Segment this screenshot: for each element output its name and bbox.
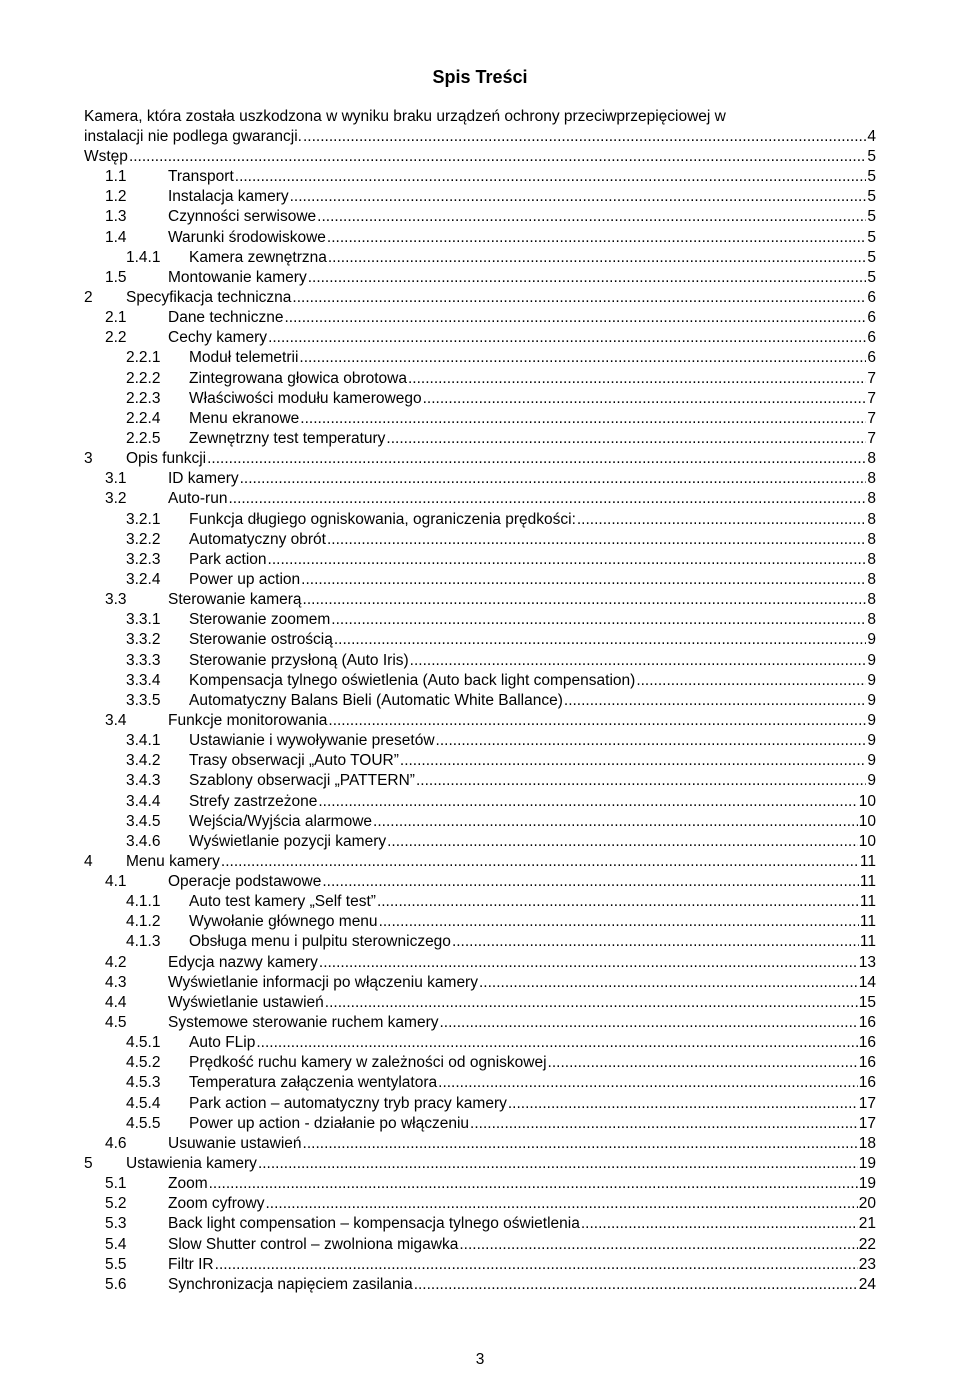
toc-entry[interactable] (84, 1033, 876, 1053)
toc-entry-number: 1.5 (105, 268, 127, 286)
dot-leader (290, 187, 867, 207)
toc-entry-label: Wywołanie głównego menu (189, 913, 378, 931)
toc-entry-number: 3.3.4 (126, 671, 161, 689)
toc-entry-number: 4.1.3 (126, 933, 161, 951)
toc-entry-number: 4.5.2 (126, 1054, 161, 1072)
toc-entry-label: Edycja nazwy kamery (168, 953, 318, 971)
dot-leader (452, 932, 859, 952)
toc-page-number: 7 (867, 429, 876, 447)
dot-leader (299, 348, 866, 368)
toc-page-number: 5 (867, 228, 876, 246)
toc-entry[interactable] (84, 1154, 876, 1174)
toc-entry-number: 1.1 (105, 168, 127, 186)
toc-page-number: 8 (867, 530, 876, 548)
toc-entry-number: 3 (84, 450, 93, 468)
toc-page-number: 18 (858, 1134, 876, 1152)
dot-leader (408, 369, 866, 389)
toc-entry-number: 3.4 (105, 711, 127, 729)
toc-entry-label: Obsługa menu i pulpitu sterowniczego (189, 933, 451, 951)
dot-leader (317, 207, 866, 227)
dot-leader (479, 973, 858, 993)
dot-leader (379, 912, 859, 932)
toc-entry-number: 3.3.3 (126, 651, 161, 669)
toc-entry[interactable] (84, 610, 876, 630)
toc-entry[interactable] (84, 369, 876, 389)
toc-page-number: 16 (858, 1054, 876, 1072)
dot-leader (318, 792, 857, 812)
dot-leader (228, 489, 866, 509)
toc-page-number: 23 (858, 1255, 876, 1273)
dot-leader (284, 308, 866, 328)
toc-entry-number: 2.2.5 (126, 429, 161, 447)
dot-leader (292, 288, 866, 308)
toc-entry-number: 4.5 (105, 1014, 127, 1032)
toc-entry-label: Operacje podstawowe (168, 873, 322, 891)
toc-entry[interactable] (84, 771, 876, 791)
page-number: 3 (475, 1351, 485, 1368)
toc-page-number: 6 (867, 288, 876, 306)
dot-leader (327, 530, 866, 550)
toc-entry-label: Dane techniczne (168, 309, 284, 327)
toc-entry-label: ID kamery (168, 470, 239, 488)
toc-entry[interactable] (84, 268, 876, 288)
dot-leader (235, 167, 867, 187)
toc-entry[interactable] (84, 1174, 876, 1194)
dot-leader (256, 1033, 857, 1053)
toc-entry[interactable] (84, 691, 876, 711)
toc-entry-number: 3.2.3 (126, 550, 161, 568)
toc-entry-label: Power up action - działanie po włączeniu (189, 1114, 470, 1132)
toc-entry-number: 3.1 (105, 470, 127, 488)
toc-entry[interactable] (84, 993, 876, 1013)
toc-entry[interactable] (84, 1013, 876, 1033)
toc-entry-number: 5.3 (105, 1215, 127, 1233)
toc-entry-number: 4.1.2 (126, 913, 161, 931)
toc-entry-label: Szablony obserwacji „PATTERN” (189, 772, 415, 790)
toc-entry[interactable] (84, 1114, 876, 1134)
toc-entry-label: Ustawienia kamery (126, 1155, 257, 1173)
toc-page-number: 11 (859, 933, 876, 951)
toc-entry-number: 3.4.5 (126, 812, 161, 830)
toc-entry-number: 3.2.1 (126, 510, 161, 528)
toc-entry-label: Specyfikacja techniczna (126, 288, 292, 306)
toc-entry-number: 2.1 (105, 309, 127, 327)
toc-entry[interactable] (84, 671, 876, 691)
toc-entry-label: Zoom cyfrowy (168, 1195, 265, 1213)
toc-entry-number: 4.5.5 (126, 1114, 161, 1132)
toc-page-number: 6 (867, 349, 876, 367)
toc-page-number: 6 (867, 309, 876, 327)
toc-entry-label: Back light compensation – kompensacja tylnego oświetlenia (168, 1215, 580, 1233)
dot-leader (258, 1154, 858, 1174)
dot-leader (331, 610, 866, 630)
toc-entry[interactable] (84, 872, 876, 892)
toc-page-number: 19 (858, 1155, 876, 1173)
toc-entry-label: Prędkość ruchu kamery w zależności od ogniskowej (189, 1054, 547, 1072)
toc-entry-label: Systemowe sterowanie ruchem kamery (168, 1014, 439, 1032)
toc-page-number: 9 (867, 772, 876, 790)
toc-entry-number: 3.3.1 (126, 611, 161, 629)
dot-leader (377, 892, 859, 912)
toc-entry-number: 4.1.1 (126, 893, 161, 911)
toc-page-number: 5 (867, 148, 876, 165)
toc-entry[interactable] (84, 1275, 876, 1295)
toc-page-number: 13 (858, 953, 876, 971)
toc-entry[interactable] (84, 228, 876, 248)
toc-entry-number: 5.2 (105, 1195, 127, 1213)
toc-entry[interactable] (84, 892, 876, 912)
toc-entry-label: Czynności serwisowe (168, 208, 317, 226)
dot-leader (268, 328, 866, 348)
toc-page-number: 17 (858, 1094, 876, 1112)
toc-entry-number: 4.5.3 (126, 1074, 161, 1092)
toc-entry-label: Wejścia/Wyjścia alarmowe (189, 812, 373, 830)
toc-entry[interactable] (84, 328, 876, 348)
toc-entry[interactable] (84, 731, 876, 751)
dot-leader (265, 1194, 857, 1214)
toc-entry[interactable] (84, 248, 876, 268)
toc-entry-label: Filtr IR (168, 1255, 214, 1273)
toc-entry-number: 3.4.4 (126, 792, 161, 810)
toc-entry-label: Sterowanie kamerą (168, 591, 302, 609)
dot-leader (300, 409, 866, 429)
toc-entry-number: 2.2.1 (126, 349, 161, 367)
toc-entry-number: 4 (84, 852, 93, 870)
toc-entry-label: Usuwanie ustawień (168, 1134, 302, 1152)
dot-leader (319, 953, 858, 973)
dot-leader (548, 1053, 858, 1073)
toc-entry[interactable] (84, 469, 876, 489)
dot-leader (508, 1094, 858, 1114)
toc-entry-number: 2 (84, 288, 93, 306)
toc-page-number: 14 (858, 973, 876, 991)
toc-entry-label: Menu kamery (126, 852, 220, 870)
toc-entry-label: Menu ekranowe (189, 409, 300, 427)
toc-entry-number: 1.4.1 (126, 248, 161, 266)
toc-entry[interactable] (84, 711, 876, 731)
dot-leader (303, 590, 867, 610)
toc-entry[interactable] (84, 751, 876, 771)
toc-page-number: 6 (867, 329, 876, 347)
toc-intro-line2: instalacji nie podlega gwarancji. (84, 128, 302, 145)
dot-leader (328, 248, 867, 268)
toc-page-number: 9 (867, 752, 876, 770)
dot-leader (327, 228, 866, 248)
toc-entry-label: Kompensacja tylnego oświetlenia (Auto back light compensation) (189, 671, 636, 689)
toc-entry[interactable] (84, 1235, 876, 1255)
toc-entry[interactable] (84, 852, 876, 872)
toc-entry-number: 4.5.1 (126, 1034, 161, 1052)
toc-entry-label: Sterowanie zoomem (189, 611, 331, 629)
toc-entry-number: 3.2.4 (126, 570, 161, 588)
toc-entry[interactable] (84, 389, 876, 409)
toc-page-number: 5 (867, 248, 876, 266)
toc-entry[interactable] (84, 1255, 876, 1275)
toc-entry-number: 1.2 (105, 188, 127, 206)
toc-page-number: 8 (867, 550, 876, 568)
toc-entry-label: Zoom (168, 1175, 208, 1193)
toc-entry-label: Temperatura załączenia wentylatora (189, 1074, 438, 1092)
toc-page-number: 9 (867, 732, 876, 750)
dot-leader (301, 570, 866, 590)
toc-entry[interactable] (84, 832, 876, 852)
page-title: Spis Treści (432, 67, 528, 87)
toc-entry-number: 3.3.5 (126, 691, 161, 709)
toc-entry-number: 3.3.2 (126, 631, 161, 649)
dot-leader (325, 993, 858, 1013)
dot-leader (400, 751, 866, 771)
toc-entry[interactable] (84, 1094, 876, 1114)
dot-leader (328, 711, 866, 731)
toc-page-number: 8 (867, 570, 876, 588)
dot-leader (577, 510, 867, 530)
toc-page-number: 8 (867, 450, 876, 468)
dot-leader (564, 691, 866, 711)
dot-leader (221, 852, 859, 872)
toc-entry-number: 3.4.2 (126, 752, 161, 770)
toc-entry-label: Warunki środowiskowe (168, 228, 326, 246)
dot-leader (308, 268, 867, 288)
toc-entry-label: Park action (189, 550, 267, 568)
dot-leader (459, 1235, 857, 1255)
toc-entry[interactable] (84, 530, 876, 550)
toc-entry[interactable] (84, 570, 876, 590)
toc-entry-label: Wyświetlanie pozycji kamery (189, 832, 387, 850)
toc-page-number: 7 (867, 389, 876, 407)
toc-intro-line1: Kamera, która została uszkodzona w wyniku braku urządzeń ochrony przeciwprzepięciowej w (84, 108, 726, 125)
toc-page-number: 15 (858, 993, 876, 1011)
toc-entry-label: Wstęp (84, 148, 128, 165)
dot-leader (414, 1275, 858, 1295)
toc-page-number: 7 (867, 409, 876, 427)
toc-entry-number: 3.3 (105, 591, 127, 609)
toc-entry-number: 1.4 (105, 228, 127, 246)
toc-page-number: 11 (859, 893, 876, 911)
toc-entry-label: Auto test kamery „Self test” (189, 893, 376, 911)
dot-leader (386, 429, 866, 449)
dot-leader (436, 731, 867, 751)
toc-page-number: 24 (858, 1275, 876, 1293)
toc-page-number: 5 (867, 208, 876, 226)
toc-entry[interactable] (84, 1214, 876, 1234)
toc-entry-number: 3.4.3 (126, 772, 161, 790)
toc-entry-number: 4.3 (105, 973, 127, 991)
toc-entry-number: 5 (84, 1155, 93, 1173)
toc-entry-number: 4.4 (105, 993, 127, 1011)
toc-entry[interactable] (84, 288, 876, 308)
toc-entry-label: Strefy zastrzeżone (189, 792, 318, 810)
dot-leader (240, 469, 867, 489)
toc-entry[interactable] (84, 932, 876, 952)
toc-page-number: 5 (867, 188, 876, 206)
toc-entry-label: Slow Shutter control – zwolniona migawka (168, 1235, 459, 1253)
toc-entry-label: Synchronizacja napięciem zasilania (168, 1275, 413, 1293)
toc-entry[interactable] (84, 348, 876, 368)
toc-entry[interactable] (84, 409, 876, 429)
dot-leader (440, 1013, 858, 1033)
toc-entry-label: Automatyczny obrót (189, 530, 326, 548)
toc-entry-number: 4.5.4 (126, 1094, 161, 1112)
toc-entry-label: Auto FLip (189, 1034, 256, 1052)
toc-entry-number: 3.2 (105, 490, 127, 508)
toc-entry-label: Wyświetlanie ustawień (168, 993, 324, 1011)
toc-entry-label: Kamera zewnętrzna (189, 248, 327, 266)
toc-entry-label: Funkcje monitorowania (168, 711, 328, 729)
dot-leader (470, 1114, 858, 1134)
toc-entry[interactable] (84, 550, 876, 570)
toc-entry-label: Transport (168, 168, 234, 186)
toc-entry-label: Cechy kamery (168, 329, 268, 347)
toc-entry-number: 4.1 (105, 873, 127, 891)
toc-entry-label: Właściwości modułu kamerowego (189, 389, 422, 407)
toc-page-number: 10 (858, 792, 876, 810)
toc-page-number: 11 (859, 852, 876, 870)
dot-leader (581, 1214, 858, 1234)
dot-leader (373, 812, 858, 832)
toc-entry[interactable] (84, 308, 876, 328)
dot-leader (215, 1255, 858, 1275)
toc-page-number: 5 (867, 268, 876, 286)
toc-page-number: 16 (858, 1014, 876, 1032)
toc-entry-label: Zewnętrzny test temperatury (189, 429, 386, 447)
toc-entry-label: Trasy obserwacji „Auto TOUR” (189, 752, 399, 770)
toc-entry-number: 5.6 (105, 1275, 127, 1293)
toc-entry[interactable] (84, 792, 876, 812)
toc-entry-number: 4.6 (105, 1134, 127, 1152)
toc-page-number: 11 (859, 913, 876, 931)
dot-leader (387, 832, 858, 852)
toc-entry-label: Auto-run (168, 490, 228, 508)
dot-leader (636, 671, 866, 691)
toc-entry[interactable] (84, 812, 876, 832)
toc-entry-number: 4.2 (105, 953, 127, 971)
toc-page-number: 9 (867, 711, 876, 729)
toc-entry-number: 2.2.2 (126, 369, 161, 387)
toc-entry-label: Montowanie kamery (168, 268, 307, 286)
toc-entry[interactable] (84, 207, 876, 227)
toc-entry-label: Sterowanie przysłoną (Auto Iris) (189, 651, 409, 669)
toc-entry-number: 5.4 (105, 1235, 127, 1253)
toc-entry[interactable] (84, 630, 876, 650)
dot-leader (416, 771, 866, 791)
dot-leader (129, 147, 866, 167)
toc-entry[interactable] (84, 510, 876, 530)
toc-entry-label: Instalacja kamery (168, 188, 289, 206)
toc-page-number: 9 (867, 671, 876, 689)
dot-leader (209, 1174, 858, 1194)
toc-entry[interactable] (84, 1194, 876, 1214)
toc-entry[interactable] (84, 651, 876, 671)
toc-entry-label: Moduł telemetrii (189, 349, 299, 367)
toc-page-number: 21 (858, 1215, 876, 1233)
toc-entry-label: Power up action (189, 570, 301, 588)
toc-page-number: 10 (858, 832, 876, 850)
toc-entry[interactable] (84, 429, 876, 449)
dot-leader (303, 127, 866, 147)
toc-page-number: 8 (867, 490, 876, 508)
toc-entry[interactable] (84, 953, 876, 973)
table-of-contents (84, 147, 876, 1295)
toc-page-number: 7 (867, 369, 876, 387)
toc-entry[interactable] (84, 1053, 876, 1073)
dot-leader (207, 449, 866, 469)
toc-page-number: 9 (867, 651, 876, 669)
toc-entry-number: 5.5 (105, 1255, 127, 1273)
toc-entry-label: Park action – automatyczny tryb pracy kamery (189, 1094, 507, 1112)
toc-entry-number: 1.3 (105, 208, 127, 226)
toc-page-number: 20 (858, 1195, 876, 1213)
toc-entry[interactable] (84, 187, 876, 207)
toc-page-number: 4 (867, 128, 876, 145)
toc-entry[interactable] (84, 1073, 876, 1093)
toc-entry-label: Sterowanie ostrością (189, 631, 333, 649)
toc-page-number: 19 (858, 1175, 876, 1193)
toc-intro-entry (84, 107, 876, 147)
dot-leader (438, 1073, 858, 1093)
toc-entry[interactable] (84, 1134, 876, 1154)
toc-entry-label: Zintegrowana głowica obrotowa (189, 369, 407, 387)
toc-entry-label: Ustawianie i wywoływanie presetów (189, 732, 435, 750)
toc-entry-number: 5.1 (105, 1175, 127, 1193)
dot-leader (410, 651, 867, 671)
toc-entry[interactable] (84, 147, 876, 167)
toc-page-number: 9 (867, 631, 876, 649)
toc-page-number: 9 (867, 691, 876, 709)
toc-page-number: 11 (859, 873, 876, 891)
toc-entry[interactable] (84, 590, 876, 610)
toc-page-number: 10 (858, 812, 876, 830)
toc-entry-label: Wyświetlanie informacji po włączeniu kamery (168, 973, 478, 991)
toc-entry[interactable] (84, 912, 876, 932)
toc-entry-number: 3.2.2 (126, 530, 161, 548)
toc-entry-number: 2.2.4 (126, 409, 161, 427)
dot-leader (322, 872, 859, 892)
dot-leader (334, 630, 867, 650)
toc-page-number: 8 (867, 470, 876, 488)
toc-page-number: 8 (867, 591, 876, 609)
toc-entry-number: 2.2 (105, 329, 127, 347)
toc-page-number: 16 (858, 1034, 876, 1052)
toc-entry-label: Automatyczny Balans Bieli (Automatic White Ballance) (189, 691, 563, 709)
dot-leader (303, 1134, 858, 1154)
toc-entry-number: 3.4.1 (126, 732, 161, 750)
toc-entry-number: 2.2.3 (126, 389, 161, 407)
toc-entry-label: Opis funkcji (126, 450, 207, 468)
toc-entry[interactable] (84, 167, 876, 187)
toc-page-number: 5 (867, 168, 876, 186)
toc-page-number: 22 (858, 1235, 876, 1253)
dot-leader (268, 550, 867, 570)
toc-page-number: 8 (867, 510, 876, 528)
toc-entry[interactable] (84, 973, 876, 993)
toc-page-number: 8 (867, 611, 876, 629)
toc-entry[interactable] (84, 489, 876, 509)
toc-entry[interactable] (84, 449, 876, 469)
toc-page-number: 16 (858, 1074, 876, 1092)
toc-page-number: 17 (858, 1114, 876, 1132)
toc-entry-label: Funkcja długiego ogniskowania, ograniczenia prędkości: (189, 510, 576, 528)
toc-entry-number: 3.4.6 (126, 832, 161, 850)
dot-leader (423, 389, 867, 409)
